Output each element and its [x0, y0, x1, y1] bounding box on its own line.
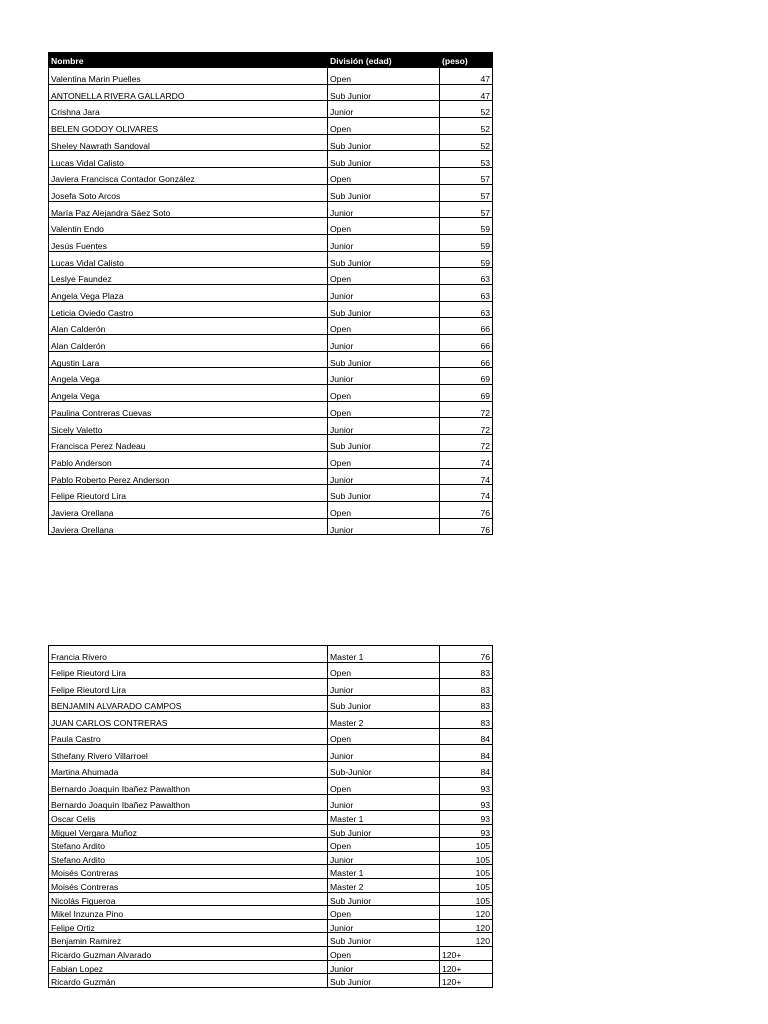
cell-name: Felipe Ortiz — [49, 919, 328, 933]
cell-division: Sub Junior — [328, 251, 440, 268]
cell-name: Moisés Contreras — [49, 865, 328, 879]
cell-division: Open — [328, 838, 440, 852]
cell-division: Junior — [328, 679, 440, 696]
cell-name: Lucas Vidal Calisto — [49, 151, 328, 168]
cell-division: Junior — [328, 468, 440, 485]
cell-name: Bernardo Joaquín Ibañez Pawalthon — [49, 778, 328, 795]
cell-name: Javiera Francisca Contador González — [49, 168, 328, 185]
table-row — [49, 974, 493, 988]
cell-division: Junior — [328, 851, 440, 865]
cell-name: Alan Calderón — [49, 335, 328, 352]
table-row — [49, 745, 493, 762]
cell-weight: 120+ — [440, 960, 493, 974]
cell-division: Master 1 — [328, 865, 440, 879]
cell-weight: 93 — [440, 778, 493, 795]
cell-division: Open — [328, 68, 440, 85]
cell-name: Nicolás Figueroa — [49, 892, 328, 906]
cell-division: Junior — [328, 919, 440, 933]
cell-name: Sicely Valetto — [49, 418, 328, 435]
cell-weight: 105 — [440, 865, 493, 879]
table-row — [49, 68, 493, 85]
cell-name: Javiera Orellana — [49, 501, 328, 518]
cell-name: Bernardo Joaquín Ibañez Pawalthon — [49, 794, 328, 811]
table-row — [49, 418, 493, 435]
cell-division: Open — [328, 728, 440, 745]
table-row — [49, 368, 493, 385]
cell-name: Javiera Orellana — [49, 518, 328, 535]
cell-division: Open — [328, 401, 440, 418]
table-row — [49, 712, 493, 729]
cell-division: Open — [328, 385, 440, 402]
table-row — [49, 811, 493, 825]
table-row — [49, 184, 493, 201]
cell-division: Open — [328, 662, 440, 679]
cell-division: Open — [328, 168, 440, 185]
table-row — [49, 518, 493, 535]
cell-division: Junior — [328, 284, 440, 301]
cell-weight: 83 — [440, 662, 493, 679]
table-row — [49, 101, 493, 118]
cell-weight: 52 — [440, 101, 493, 118]
cell-division: Sub Junior — [328, 974, 440, 988]
cell-division: Master 1 — [328, 646, 440, 663]
cell-name: Miguel Vergara Muñoz — [49, 824, 328, 838]
table-row — [49, 933, 493, 947]
table-row — [49, 301, 493, 318]
table-row — [49, 118, 493, 135]
cell-division: Sub-Junior — [328, 761, 440, 778]
table-row — [49, 134, 493, 151]
table-row — [49, 151, 493, 168]
cell-division: Junior — [328, 960, 440, 974]
cell-division: Sub Junior — [328, 301, 440, 318]
cell-weight: 74 — [440, 468, 493, 485]
cell-weight: 47 — [440, 84, 493, 101]
cell-division: Junior — [328, 368, 440, 385]
cell-name: Francia Rivero — [49, 646, 328, 663]
cell-name: Pablo Roberto Perez Anderson — [49, 468, 328, 485]
cell-weight: 76 — [440, 518, 493, 535]
cell-division: Sub Junior — [328, 485, 440, 502]
cell-name: Pablo Anderson — [49, 451, 328, 468]
cell-name: Angela Vega — [49, 385, 328, 402]
cell-weight: 120+ — [440, 974, 493, 988]
table-row — [49, 268, 493, 285]
cell-name: Benjamin Ramirez — [49, 933, 328, 947]
cell-name: Ricardo Guzman Alvarado — [49, 946, 328, 960]
table-header-row — [49, 53, 493, 68]
table-row — [49, 485, 493, 502]
cell-weight: 120 — [440, 919, 493, 933]
cell-weight: 93 — [440, 811, 493, 825]
table-row — [49, 906, 493, 920]
cell-weight: 63 — [440, 268, 493, 285]
table-row — [49, 878, 493, 892]
cell-division: Open — [328, 318, 440, 335]
cell-weight: 59 — [440, 218, 493, 235]
cell-division: Sub Junior — [328, 435, 440, 452]
cell-weight: 105 — [440, 878, 493, 892]
table-row — [49, 201, 493, 218]
cell-weight: 120 — [440, 933, 493, 947]
cell-weight: 59 — [440, 251, 493, 268]
cell-weight: 83 — [440, 679, 493, 696]
table-row — [49, 468, 493, 485]
cell-name: Felipe Rieutord Lira — [49, 679, 328, 696]
cell-name: Moisés Contreras — [49, 878, 328, 892]
cell-division: Junior — [328, 201, 440, 218]
cell-weight: 76 — [440, 646, 493, 663]
cell-weight: 59 — [440, 234, 493, 251]
cell-division: Master 2 — [328, 878, 440, 892]
cell-weight: 74 — [440, 485, 493, 502]
cell-name: Leslye Faundez — [49, 268, 328, 285]
table-row — [49, 865, 493, 879]
cell-name: Felipe Rieutord Lira — [49, 662, 328, 679]
cell-division: Open — [328, 946, 440, 960]
cell-weight: 57 — [440, 184, 493, 201]
table-row — [49, 284, 493, 301]
cell-name: María Paz Alejandra Sáez Soto — [49, 201, 328, 218]
table-row — [49, 251, 493, 268]
cell-division: Junior — [328, 518, 440, 535]
cell-weight: 52 — [440, 118, 493, 135]
cell-division: Open — [328, 118, 440, 135]
cell-name: Sheley Nawrath Sandoval — [49, 134, 328, 151]
cell-division: Open — [328, 268, 440, 285]
table-row — [49, 838, 493, 852]
cell-weight: 105 — [440, 892, 493, 906]
table-row — [49, 318, 493, 335]
table-row — [49, 960, 493, 974]
table-row — [49, 851, 493, 865]
cell-weight: 76 — [440, 501, 493, 518]
cell-division: Open — [328, 501, 440, 518]
table-row — [49, 824, 493, 838]
cell-weight: 57 — [440, 168, 493, 185]
cell-name: Oscar Celis — [49, 811, 328, 825]
cell-name: Francisca Perez Nadeau — [49, 435, 328, 452]
table-row — [49, 679, 493, 696]
cell-name: BELEN GODOY OLIVARES — [49, 118, 328, 135]
cell-name: Fabian Lopez — [49, 960, 328, 974]
table-row — [49, 351, 493, 368]
cell-division: Sub Junior — [328, 151, 440, 168]
header-weight: (peso) — [440, 53, 493, 68]
cell-division: Junior — [328, 234, 440, 251]
cell-name: Mikel Inzunza Pino — [49, 906, 328, 920]
cell-division: Junior — [328, 745, 440, 762]
cell-name: Paula Castro — [49, 728, 328, 745]
table-row — [49, 501, 493, 518]
cell-name: Angela Vega — [49, 368, 328, 385]
cell-weight: 120+ — [440, 946, 493, 960]
cell-division: Master 1 — [328, 811, 440, 825]
cell-weight: 72 — [440, 418, 493, 435]
cell-name: Stefano Ardito — [49, 851, 328, 865]
cell-weight: 66 — [440, 351, 493, 368]
table-row — [49, 646, 493, 663]
weight-class-table-2 — [48, 645, 493, 988]
cell-division: Open — [328, 778, 440, 795]
cell-weight: 69 — [440, 385, 493, 402]
cell-division: Sub Junior — [328, 695, 440, 712]
table-row — [49, 946, 493, 960]
table-row — [49, 794, 493, 811]
cell-division: Sub Junior — [328, 84, 440, 101]
cell-weight: 84 — [440, 728, 493, 745]
cell-weight: 72 — [440, 435, 493, 452]
cell-weight: 63 — [440, 301, 493, 318]
cell-weight: 120 — [440, 906, 493, 920]
table-row — [49, 168, 493, 185]
cell-name: Felipe Rieutord Lira — [49, 485, 328, 502]
cell-weight: 84 — [440, 745, 493, 762]
cell-name: Ricardo Guzmán — [49, 974, 328, 988]
cell-name: Sthefany Rivero Villarroel — [49, 745, 328, 762]
cell-name: Angela Vega Plaza — [49, 284, 328, 301]
cell-name: JUAN CARLOS CONTRERAS — [49, 712, 328, 729]
table-row — [49, 778, 493, 795]
cell-weight: 105 — [440, 838, 493, 852]
cell-weight: 53 — [440, 151, 493, 168]
table-row — [49, 728, 493, 745]
cell-name: Martina Ahumada — [49, 761, 328, 778]
cell-weight: 93 — [440, 824, 493, 838]
cell-division: Sub Junior — [328, 184, 440, 201]
cell-name: Paulina Contreras Cuevas — [49, 401, 328, 418]
table-row — [49, 435, 493, 452]
cell-weight: 74 — [440, 451, 493, 468]
cell-weight: 105 — [440, 851, 493, 865]
cell-name: Alan Calderón — [49, 318, 328, 335]
cell-division: Junior — [328, 335, 440, 352]
cell-name: Leticia Oviedo Castro — [49, 301, 328, 318]
table-row — [49, 919, 493, 933]
cell-weight: 66 — [440, 318, 493, 335]
table-row — [49, 662, 493, 679]
header-name: Nombre — [49, 53, 328, 68]
header-division: División (edad) — [328, 53, 440, 68]
cell-division: Sub Junior — [328, 351, 440, 368]
weight-class-table-1 — [48, 52, 493, 535]
cell-weight: 66 — [440, 335, 493, 352]
table-row — [49, 695, 493, 712]
cell-division: Open — [328, 906, 440, 920]
cell-division: Junior — [328, 418, 440, 435]
cell-name: Valentina Marin Puelles — [49, 68, 328, 85]
cell-division: Sub Junior — [328, 892, 440, 906]
cell-name: Valentin Endo — [49, 218, 328, 235]
cell-weight: 84 — [440, 761, 493, 778]
cell-weight: 63 — [440, 284, 493, 301]
table-row — [49, 761, 493, 778]
cell-name: Lucas Vidal Calisto — [49, 251, 328, 268]
cell-weight: 93 — [440, 794, 493, 811]
cell-division: Sub Junior — [328, 134, 440, 151]
cell-division: Sub Junior — [328, 824, 440, 838]
cell-name: Agustin Lara — [49, 351, 328, 368]
cell-weight: 83 — [440, 712, 493, 729]
cell-division: Open — [328, 218, 440, 235]
cell-weight: 72 — [440, 401, 493, 418]
cell-weight: 69 — [440, 368, 493, 385]
cell-name: Crishna Jara — [49, 101, 328, 118]
cell-weight: 83 — [440, 695, 493, 712]
table-row — [49, 451, 493, 468]
cell-division: Junior — [328, 794, 440, 811]
table-row — [49, 385, 493, 402]
cell-weight: 52 — [440, 134, 493, 151]
cell-division: Sub Junior — [328, 933, 440, 947]
table-row — [49, 335, 493, 352]
cell-name: ANTONELLA RIVERA GALLARDO — [49, 84, 328, 101]
cell-division: Master 2 — [328, 712, 440, 729]
cell-name: Jesús Fuentes — [49, 234, 328, 251]
table-row — [49, 218, 493, 235]
cell-division: Open — [328, 451, 440, 468]
table-row — [49, 234, 493, 251]
cell-name: Josefa Soto Arcos — [49, 184, 328, 201]
cell-weight: 47 — [440, 68, 493, 85]
table-row — [49, 401, 493, 418]
table-row — [49, 84, 493, 101]
cell-weight: 57 — [440, 201, 493, 218]
cell-name: Stefano Ardito — [49, 838, 328, 852]
table-row — [49, 892, 493, 906]
cell-name: BENJAMIN ALVARADO CAMPOS — [49, 695, 328, 712]
cell-division: Junior — [328, 101, 440, 118]
